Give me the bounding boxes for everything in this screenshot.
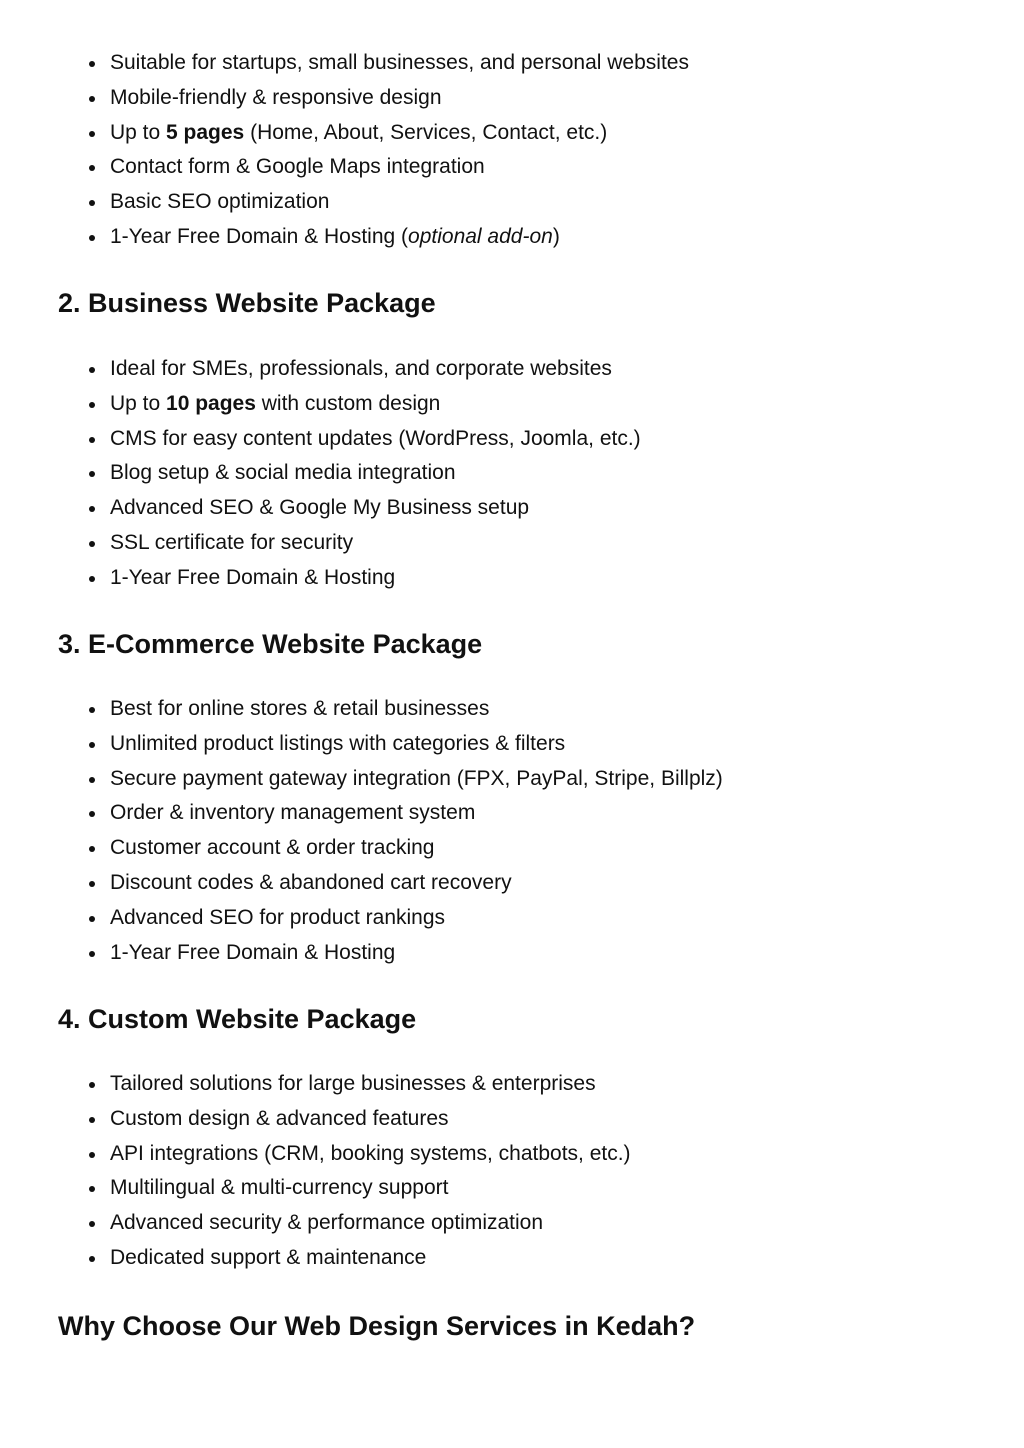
business-package-feature-list: [110, 352, 641, 596]
list-item: Suitable for startups, small businesses, and personal websites: [110, 46, 689, 81]
custom-package-feature-list: [110, 1067, 631, 1276]
list-item: Secure payment gateway integration (FPX, PayPal, Stripe, Billplz): [110, 762, 723, 797]
list-item: API integrations (CRM, booking systems, chatbots, etc.): [110, 1137, 631, 1172]
list-item: Advanced SEO & Google My Business setup: [110, 491, 641, 526]
list-item: Dedicated support & maintenance: [110, 1241, 631, 1276]
item-text: Up to: [110, 120, 167, 144]
list-item: [110, 116, 689, 151]
business-package-heading: 2. Business Website Package: [58, 288, 436, 318]
why-choose-heading: Why Choose Our Web Design Services in Kedah?: [58, 1311, 696, 1341]
list-item: Basic SEO optimization: [110, 185, 689, 220]
ecommerce-package-feature-list: [110, 692, 723, 970]
list-item: CMS for easy content updates (WordPress, Joomla, etc.): [110, 422, 641, 457]
list-item: Unlimited product listings with categories & filters: [110, 727, 723, 762]
list-item: Advanced security & performance optimization: [110, 1206, 631, 1241]
custom-package-heading: 4. Custom Website Package: [58, 1004, 417, 1034]
item-bold-text: 5 pages: [166, 120, 245, 144]
list-item: 1-Year Free Domain & Hosting: [110, 936, 723, 971]
item-text: with custom design: [255, 391, 441, 415]
starter-package-feature-list: [110, 46, 689, 255]
item-text: Up to: [110, 391, 167, 415]
list-item: Blog setup & social media integration: [110, 456, 641, 491]
list-item: [110, 387, 641, 422]
list-item: Discount codes & abandoned cart recovery: [110, 866, 723, 901]
item-bold-text: 10 pages: [166, 391, 256, 415]
item-text: 1-Year Free Domain & Hosting (: [110, 224, 409, 248]
list-item: Tailored solutions for large businesses & enterprises: [110, 1067, 631, 1102]
list-item: Customer account & order tracking: [110, 831, 723, 866]
item-text: (Home, About, Services, Contact, etc.): [244, 120, 608, 144]
ecommerce-package-heading: 3. E-Commerce Website Package: [58, 629, 483, 659]
list-item: Custom design & advanced features: [110, 1102, 631, 1137]
list-item: Contact form & Google Maps integration: [110, 150, 689, 185]
list-item: Mobile-friendly & responsive design: [110, 81, 689, 116]
list-item: SSL certificate for security: [110, 526, 641, 561]
list-item: Best for online stores & retail businesses: [110, 692, 723, 727]
list-item: 1-Year Free Domain & Hosting: [110, 561, 641, 596]
list-item: Ideal for SMEs, professionals, and corporate websites: [110, 352, 641, 387]
list-item: Multilingual & multi-currency support: [110, 1171, 631, 1206]
item-italic-text: optional add-on: [408, 224, 553, 248]
list-item: [110, 220, 689, 255]
item-text: ): [552, 224, 560, 248]
list-item: Order & inventory management system: [110, 796, 723, 831]
list-item: Advanced SEO for product rankings: [110, 901, 723, 936]
